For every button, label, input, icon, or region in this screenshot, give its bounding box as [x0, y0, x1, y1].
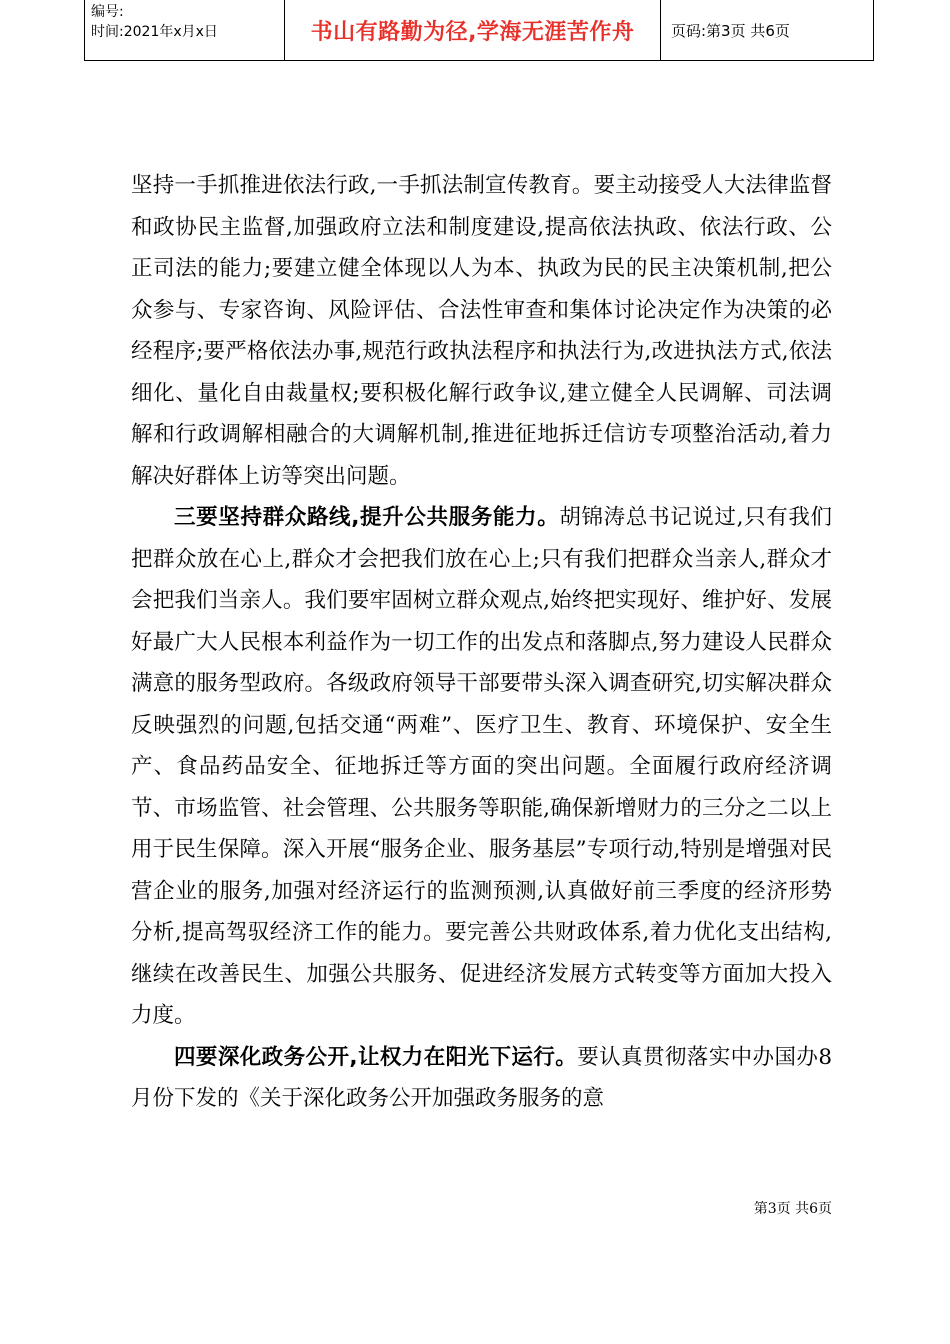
paragraph-1: 坚持一手抓推进依法行政,一手抓法制宣传教育。要主动接受人大法律监督和政协民主监督,加强政府立法和制度建设,提高依法执政、依法行政、公正司法的能力;要建立健全体现以人为本、执政为民的民主决策机制,把公众参与、专家咨询、风险评估、合法性审查和集体讨论决定作为决策的必经程序;要严格依法办事,规范行政执法程序和执法行为,改进执法方式,依法细化、量化自由裁量权;要积极化解行政争议,建立健全人民调解、司法调解和行政调解相融合的大调解机制,推进征地拆迁信访专项整治活动,着力解决好群体上访等突出问题。 — [131, 173, 832, 489]
paragraph-3 — [131, 1037, 832, 1120]
paragraph-3-body: 要认真贯彻落实中办国办8月份下发的《关于深化政务公开加强政务服务的意 — [131, 1044, 833, 1111]
paragraph-2-body: 胡锦涛总书记说过,只有我们把群众放在心上,群众才会把我们放在心上;只有我们把群众当亲人,群众才会把我们当亲人。我们要牢固树立群众观点,始终把实现好、维护好、发展好最广大人民根本利益作为一切工作的出发点和落脚点,努力建设人民群众满意的服务型政府。各级政府领导干部要带头深入调查研究,切实解决群众反映强烈的问题,包括交通“两难”、医疗卫生、教育、环境保护、安全生产、食品药品安全、征地拆迁等方面的突出问题。全面履行政府经济调节、市场监管、社会管理、公共服务等职能,确保新增财力的三分之二以上用于民生保障。深入开展“服务企业、服务基层”专项行动,特别是增强对民营企业的服务,加强对经济运行的监测预测,认真做好前三季度的经济形势分析,提高驾驭经济工作的能力。要完善公共财政体系,着力优化支出结构,继续在改善民生、加强公共服务、促进经济发展方式转变等方面加大投入力度。 — [131, 505, 833, 1028]
page-footer: 第3页 共6页 — [753, 1201, 832, 1217]
paragraph-2-heading: 三要坚持群众路线,提升公共服务能力。 — [174, 505, 560, 530]
document-number-label: 编号: — [91, 4, 124, 20]
header-motto: 书山有路勤为径,学海无涯苦作舟 — [285, 0, 661, 60]
paragraph-2 — [131, 497, 832, 1037]
paragraph-3-heading: 四要深化政务公开,让权力在阳光下运行。 — [174, 1044, 578, 1070]
document-date: 时间:2021年x月x日 — [91, 24, 218, 40]
header-page-info: 页码:第3页 共6页 — [671, 21, 790, 40]
document-body — [131, 165, 832, 1120]
page-header — [84, 0, 874, 61]
header-meta — [85, 0, 285, 60]
